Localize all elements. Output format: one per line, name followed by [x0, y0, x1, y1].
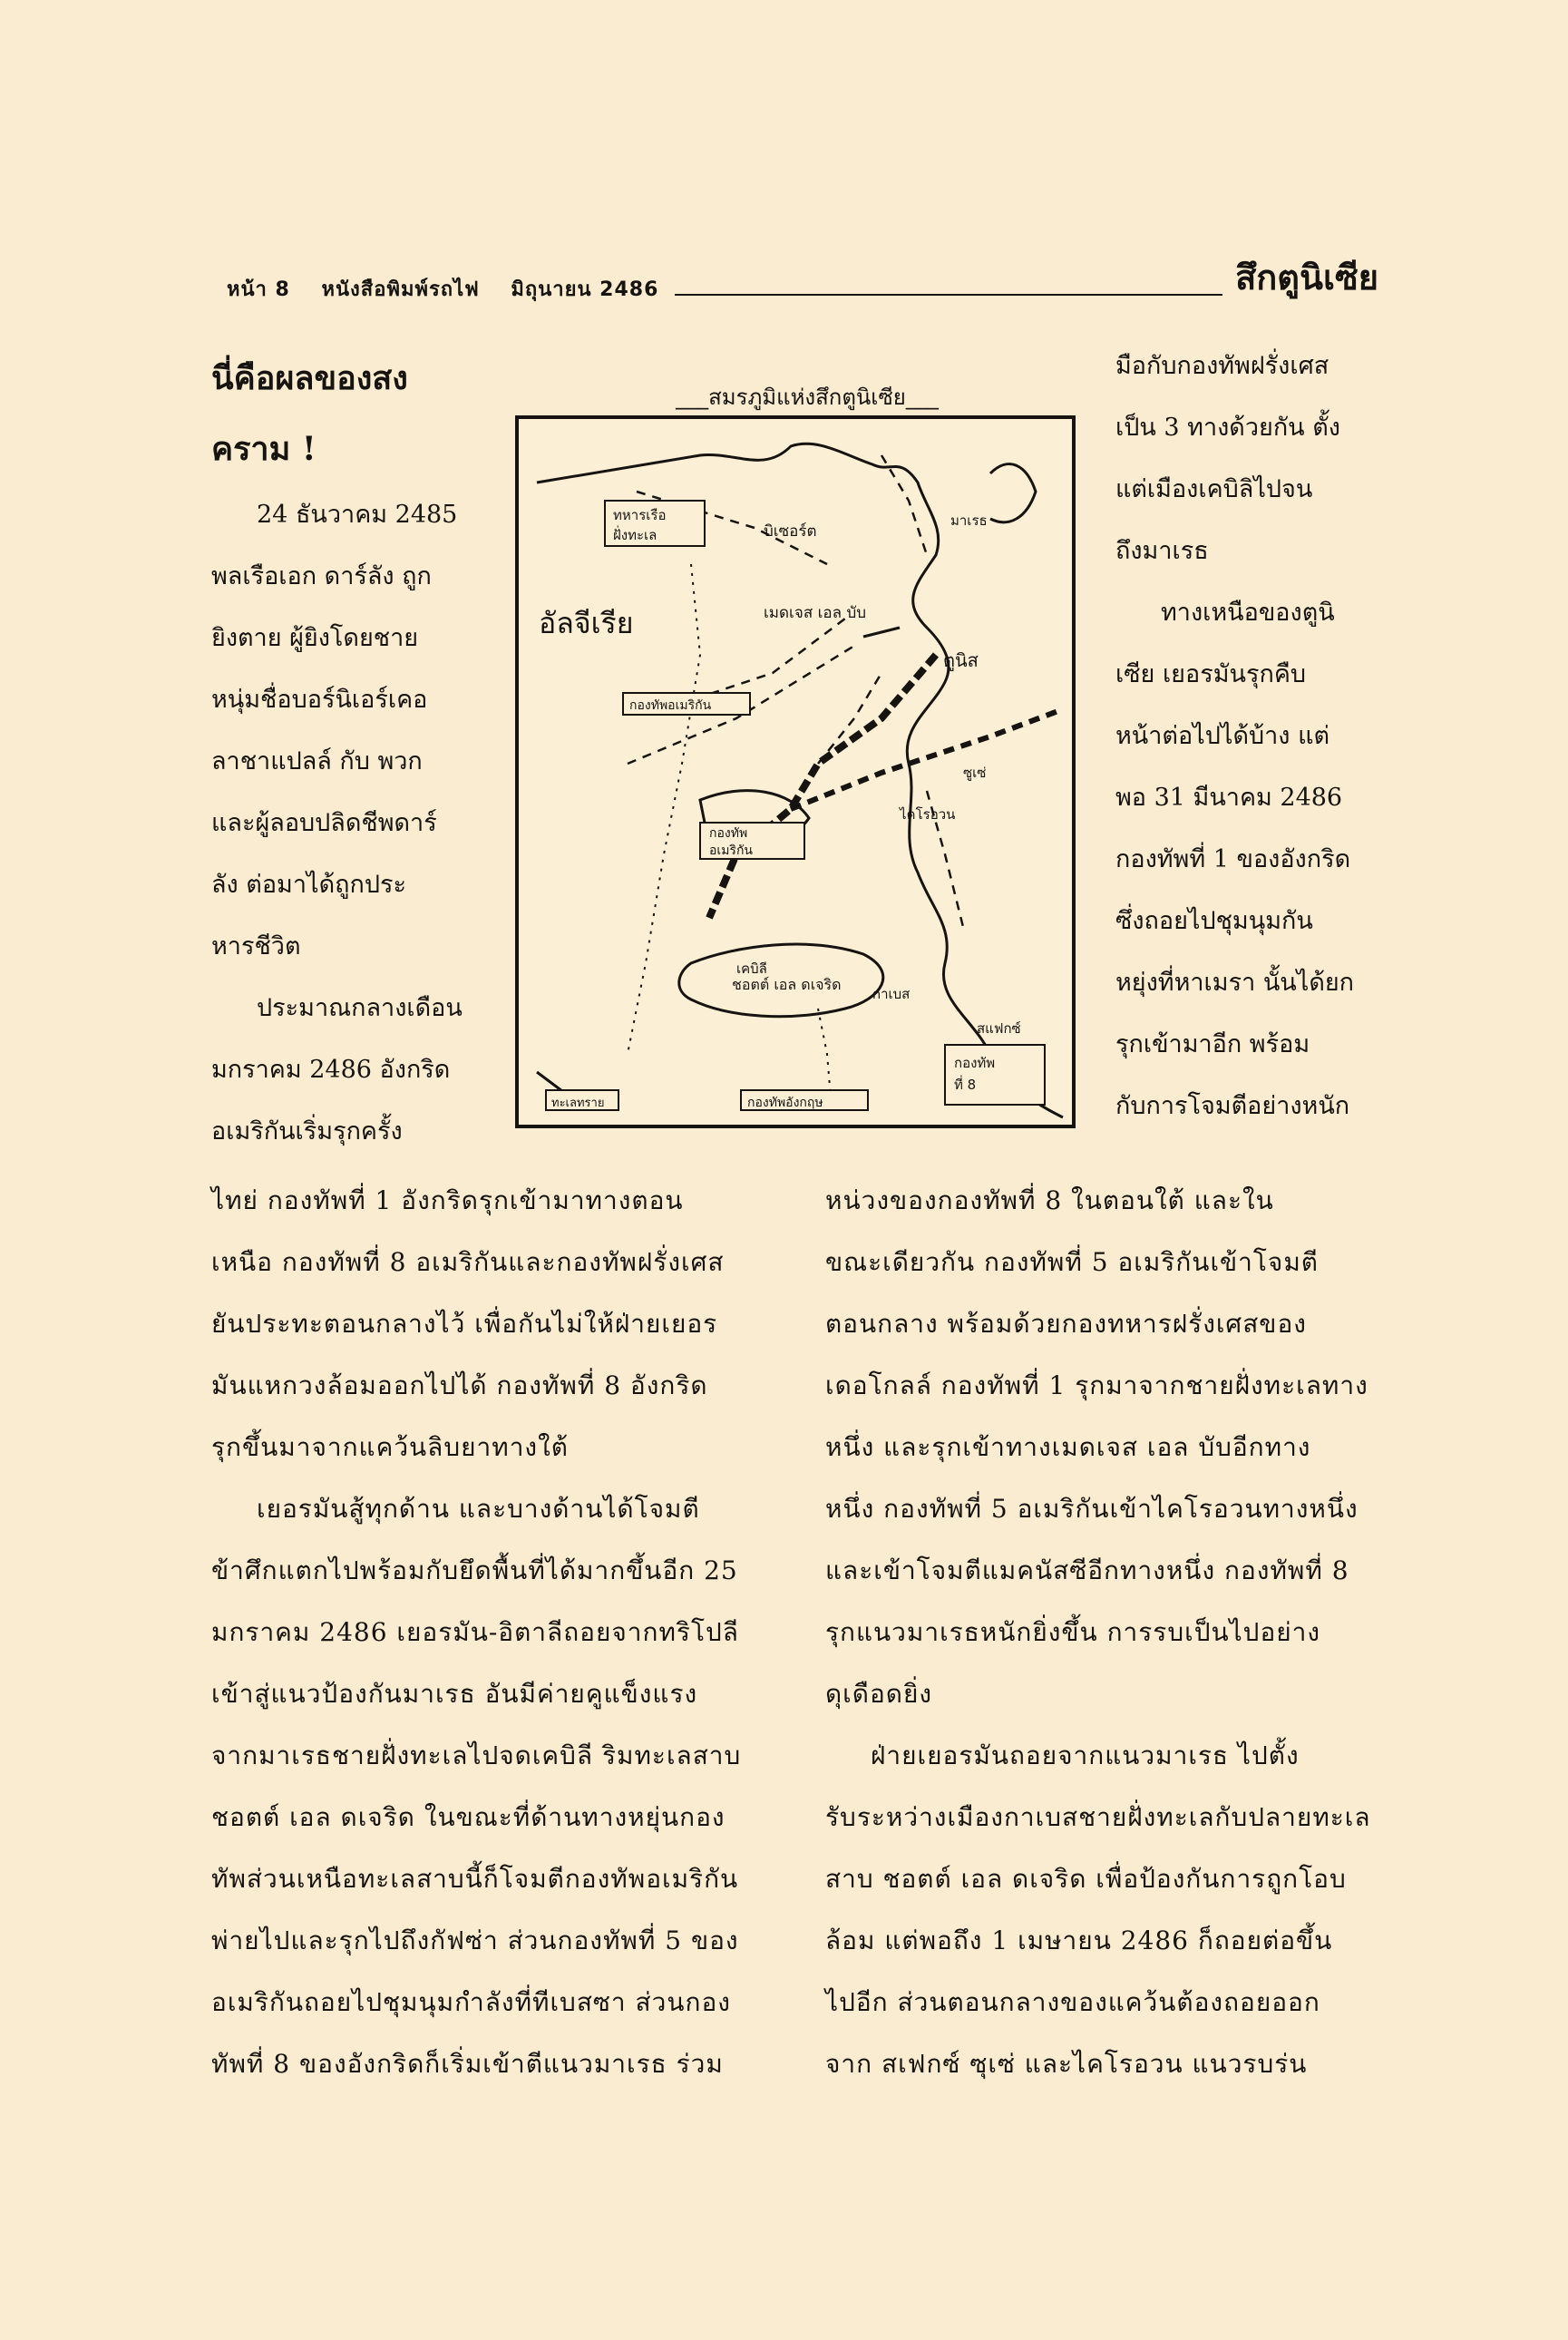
page-header: [227, 258, 1378, 305]
cap-bon: [990, 464, 1036, 522]
text-line: ลัง ต่อมาได้ถูกประ: [211, 871, 406, 899]
text-line: ถึงมาเรธ: [1115, 537, 1209, 565]
map-box-nw-line2: ฝั่งทะเล: [613, 527, 657, 543]
text-line: ล้อม แต่พอถึง 1 เมษายน 2486 ก็ถอยต่อขึ้น: [825, 1926, 1333, 1955]
text-line: เดอโกลล์ กองทัพที่ 1 รุกมาจากชายฝั่งทะเลทาง: [825, 1370, 1368, 1400]
text-line: มกราคม 2486 อังกริด: [211, 1056, 451, 1084]
text-line: เยอรมันสู้ทุกด้าน และบางด้านได้โจมตี: [257, 1494, 700, 1524]
text-line: ทัพที่ 8 ของอังกริดก็เริ่มเข้าตีแนวมาเรธ ร่วม: [211, 2049, 724, 2079]
headline-line: นี่คือผลของสง: [211, 359, 408, 397]
column-bottom-left: [211, 1170, 765, 2095]
publication-name: หนังสือพิมพ์รถไฟ: [321, 278, 480, 301]
map-label-mareth: มาเรธ: [950, 512, 988, 529]
map-box-algeria: กองทัพอเมริกัน: [629, 698, 712, 713]
text-line: และเข้าโจมตีแมคนัสซีอีกทางหนึ่ง กองทัพที่ 8: [825, 1555, 1349, 1585]
map-label-algeria: อัลจีเรีย: [539, 606, 634, 640]
text-line: ลาชาแปลล์ กับ พวก: [211, 747, 423, 775]
text-line: หารชีวิต: [211, 932, 301, 960]
text-line: หนุ่มชื่อบอร์นิเอร์เคอ: [211, 686, 428, 714]
text-line: ชอตต์ เอล ดเจริด ในขณะที่ด้านทางหยุ่นกอง: [211, 1802, 726, 1832]
column-top-left: [211, 343, 488, 1163]
text-line: อเมริกันถอยไปชุมนุมกำลังที่ทีเบสซา ส่วนกอง: [211, 1987, 731, 2017]
text-line: เป็น 3 ทางด้วยกัน ตั้ง: [1115, 414, 1340, 442]
column-top-right: [1115, 336, 1388, 1137]
text-line: จาก สเฟกซ์ ซุเซ่ และไคโรอวน แนวรบร่น: [825, 2049, 1308, 2079]
text-line: ฝ่ายเยอรมันถอยจากแนวมาเรธ ไปตั้ง: [871, 1740, 1300, 1770]
text-line: และผู้ลอบปลิดชีพดาร์: [211, 809, 437, 837]
text-line: มือกับกองทัพฝรั่งเศส: [1115, 352, 1329, 380]
text-line: ดุเดือดยิ่ง: [825, 1679, 933, 1709]
text-line: หนึ่ง และรุกเข้าทางเมดเจส เอล บับอีกทาง: [825, 1432, 1311, 1462]
text-line: รุกขึ้นมาจากแคว้นลิบยาทางใต้: [211, 1432, 569, 1462]
text-line: ขณะเดียวกัน กองทัพที่ 5 อเมริกันเข้าโจมตี: [825, 1247, 1319, 1277]
map-label-bizerte: บิเซอร์ต: [764, 522, 817, 541]
text-line: หยุ่งที่หาเมรา นั้นได้ยก: [1115, 969, 1355, 997]
text-line: ไทย่ กองทัพที่ 1 อังกริดรุกเข้ามาทางตอน: [211, 1185, 684, 1215]
text-line: เซีย เยอรมันรุกคืบ: [1115, 660, 1307, 688]
text-line: ตอนกลาง พร้อมด้วยกองทหารฝรั่งเศสของ: [825, 1309, 1307, 1339]
map-label-sousse: ซูเซ่: [963, 765, 987, 781]
section-title: สึกตูนิเซีย: [1235, 258, 1378, 297]
text-line: พ่ายไปและรุกไปถึงกัฟซ่า ส่วนกองทัพที่ 5 ของ: [211, 1926, 739, 1955]
text-line: รุกเข้ามาอีก พร้อม: [1115, 1030, 1310, 1058]
map-label-sfax: สแฟกซ์: [977, 1020, 1021, 1037]
map-label-gabes: กาเบส: [872, 986, 911, 1002]
text-line: พลเรือเอก ดาร์ลัง ถูก: [211, 562, 432, 590]
text-line: หนึ่ง กองทัพที่ 5 อเมริกันเข้าไคโรอวนทางหนึ่ง: [825, 1494, 1359, 1524]
map-box-west-line2: อเมริกัน: [709, 843, 753, 858]
text-line: กับการโจมตีอย่างหนัก: [1115, 1092, 1350, 1120]
map-box-bottom-mid: กองทัพอังกฤษ: [747, 1096, 823, 1110]
page-number: หน้า 8: [227, 278, 290, 301]
text-line: กองทัพที่ 1 ของอังกริด: [1115, 845, 1351, 873]
text-line: ไปอีก ส่วนตอนกลางของแคว้นต้องถอยออก: [825, 1987, 1320, 2017]
text-line: สาบ ชอตต์ เอล ดเจริด เพื่อป้องกันการถูกโอบ: [825, 1864, 1347, 1894]
text-line: รับระหว่างเมืองกาเบสชายฝั่งทะเลกับปลายทะเล: [825, 1802, 1371, 1832]
map-title: ___สมรภูมิแห่งสึกตูนิเซีย___: [676, 385, 939, 410]
headline-line: คราม !: [211, 430, 317, 468]
map-box-bottom-right-line2: ที่ 8: [954, 1077, 977, 1093]
text-line: ประมาณกลางเดือน: [257, 994, 463, 1022]
text-line: จากมาเรธชายฝั่งทะเลไปจดเคบิลี ริมทะเลสาบ: [211, 1740, 742, 1770]
text-line: รุกแนวมาเรธหนักยิ่งขึ้น การรบเป็นไปอย่าง: [825, 1617, 1321, 1647]
map-box-bottom-right-line1: กองทัพ: [954, 1055, 996, 1071]
text-line: 24 ธันวาคม 2485: [257, 501, 458, 529]
text-line: หน้าต่อไปได้บ้าง แต่: [1115, 722, 1329, 750]
text-line: มันแหกวงล้อมออกไปได้ กองทัพที่ 8 อังกริด: [211, 1370, 708, 1400]
issue-date: มิถุนายน 2486: [511, 278, 659, 301]
map-box-nw-line1: ทหารเรือ: [613, 507, 667, 523]
map-label-kebili: เคบิลี: [736, 960, 767, 977]
map-box-west-line1: กองทัพ: [709, 826, 748, 841]
map-label-medjez: เมดเจส เอล บับ: [764, 604, 867, 622]
text-line: ซึ่งถอยไปชุมนุมกัน: [1115, 907, 1313, 935]
text-line: มกราคม 2486 เยอรมัน-อิตาลีถอยจากทริโปลี: [211, 1617, 739, 1647]
text-line: หน่วงของกองทัพที่ 8 ในตอนใต้ และใน: [825, 1185, 1274, 1215]
text-line: แต่เมืองเคบิลิไปจน: [1115, 475, 1313, 503]
text-line: เหนือ กองทัพที่ 8 อเมริกันและกองทัพฝรั่งเศส: [211, 1247, 725, 1277]
text-line: ยิงตาย ผู้ยิงโดยชาย: [211, 624, 419, 652]
text-line: ข้าศึกแตกไปพร้อมกับยึดพื้นที่ได้มากขึ้นอีก 25: [211, 1555, 738, 1585]
header-left: [227, 273, 658, 305]
text-line: ทางเหนือของตูนิ: [1161, 599, 1335, 627]
text-line: เข้าสู่แนวป้องกันมาเรธ อันมีค่ายคูแข็งแรง: [211, 1679, 698, 1709]
battle-map: [515, 415, 1076, 1128]
map-label-shott: ชอตต์ เอล ดเจริด: [732, 976, 842, 993]
map-label-kairouan: ไคโรอวน: [900, 806, 956, 823]
text-line: ยันประทะตอนกลางไว้ เพื่อกันไม่ให้ฝ่ายเยอร: [211, 1309, 718, 1339]
header-rule: [675, 294, 1222, 296]
text-line: พอ 31 มีนาคม 2486: [1115, 784, 1343, 812]
map-label-tunis: ตูนิส: [943, 649, 979, 671]
column-bottom-right: [825, 1170, 1378, 2095]
map-title-text: สมรภูมิแห่งสึกตูนิเซีย: [708, 385, 906, 410]
text-line: ทัพส่วนเหนือทะเลสาบนี้ก็โจมตีกองทัพอเมริกัน: [211, 1864, 739, 1894]
text-line: อเมริกันเริ่มรุกครั้ง: [211, 1117, 403, 1146]
map-box-bottom-left: ทะเลทราย: [551, 1097, 605, 1110]
